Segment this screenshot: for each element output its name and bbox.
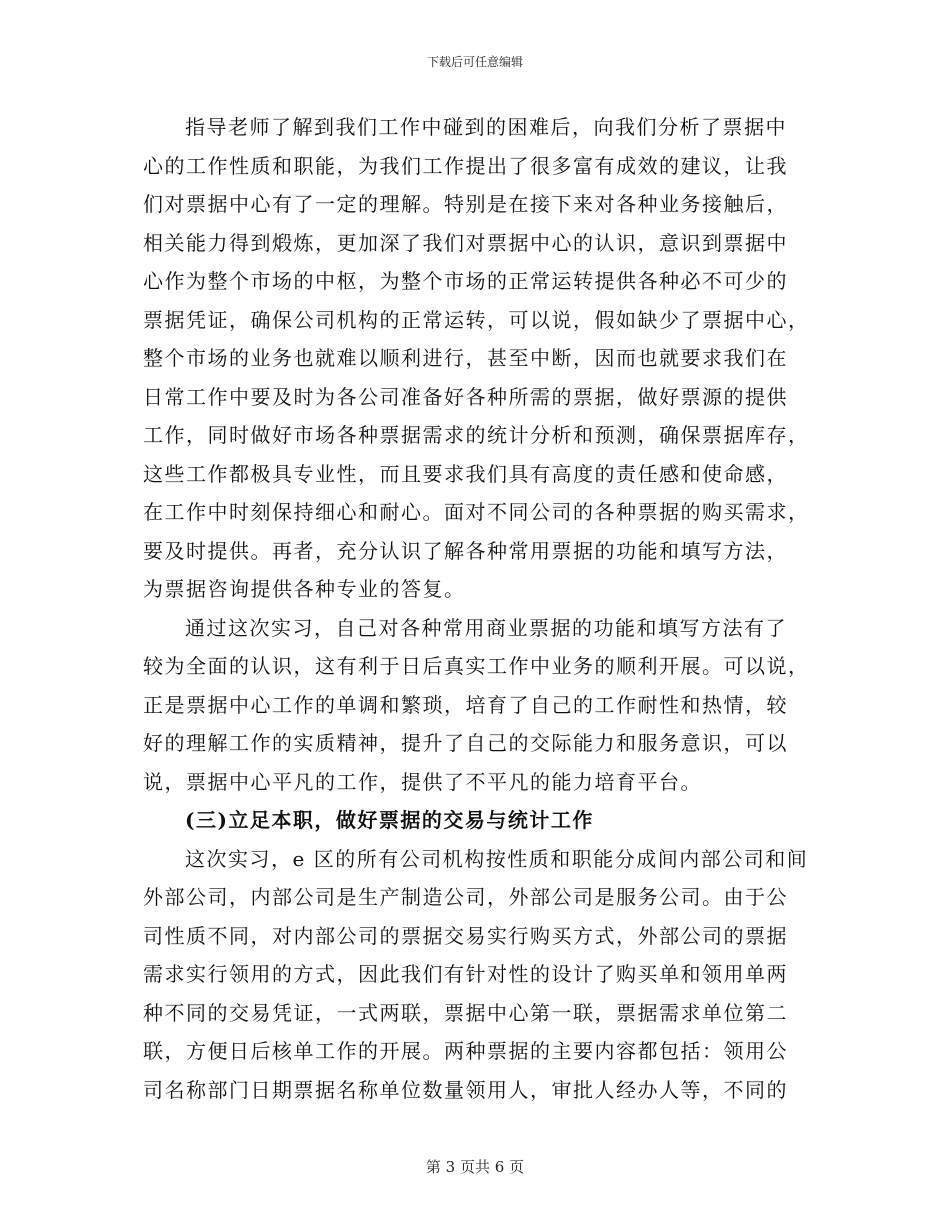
paragraph-line: 日常工作中要及时为各公司准备好各种所需的票据，做好票源的提供 (143, 384, 788, 409)
paragraph-line: 外部公司，内部公司是生产制造公司，外部公司是服务公司。由于公 (143, 885, 788, 909)
paragraph-line: 通过这次实习，自己对各种常用商业票据的功能和填写方法有了 (185, 615, 787, 640)
paragraph-line: 需求实行领用的方式，因此我们有针对性的设计了购买单和领用单两 (143, 962, 788, 986)
paragraph-line: 联，方便日后核单工作的开展。两种票据的主要内容都包括：领用公 (143, 1039, 788, 1063)
paragraph-line: 心的工作性质和职能，为我们工作提出了很多富有成效的建议，让我 (143, 153, 788, 178)
paragraph-line: 工作，同时做好市场各种票据需求的统计分析和预测，确保票据库存， (143, 423, 810, 447)
page-footer: 第 3 页共 6 页 (425, 1158, 525, 1176)
paragraph-line: 们对票据中心有了一定的理解。特别是在接下来对各种业务接触后， (143, 192, 788, 216)
paragraph-line: 种不同的交易凭证，一式两联，票据中心第一联，票据需求单位第二 (143, 1000, 788, 1025)
page-header: 下载后可任意编辑 (426, 55, 523, 69)
paragraph-line: 这些工作都极具专业性，而且要求我们具有高度的责任感和使命感， (143, 461, 788, 486)
paragraph-line: 心作为整个市场的中枢，为整个市场的正常运转提供各种必不可少的 (143, 269, 788, 293)
paragraph-line: 相关能力得到煅炼，更加深了我们对票据中心的认识，意识到票据中 (143, 230, 788, 255)
paragraph-line: 票据凭证，确保公司机构的正常运转，可以说，假如缺少了票据中心， (143, 307, 810, 332)
paragraph-line: 整个市场的业务也就难以顺利进行，甚至中断，因而也就要求我们在 (143, 346, 788, 370)
paragraph-line: 在工作中时刻保持细心和耐心。面对不同公司的各种票据的购买需求， (143, 500, 810, 524)
paragraph-line: 说，票据中心平凡的工作，提供了不平凡的能力培育平台。 (143, 769, 702, 794)
paragraph-line: 司性质不同，对内部公司的票据交易实行购买方式，外部公司的票据 (143, 923, 788, 948)
paragraph-line: 司名称部门日期票据名称单位数量领用人，审批人经办人等，不同的 (143, 1077, 788, 1102)
paragraph-line: 指导老师了解到我们工作中碰到的困难后，向我们分析了票据中 (185, 115, 787, 139)
paragraph-line: 较为全面的认识，这有利于日后真实工作中业务的顺利开展。可以说， (143, 654, 810, 678)
paragraph-line: 正是票据中心工作的单调和繁琐，培育了自己的工作耐性和热情，较 (143, 692, 788, 717)
paragraph-line: 好的理解工作的实质精神，提升了自己的交际能力和服务意识，可以 (143, 731, 788, 755)
document-body (143, 108, 813, 1109)
section-heading: (三)立足本职，做好票据的交易与统计工作 (185, 808, 594, 832)
paragraph-line: 要及时提供。再者，充分认识了解各种常用票据的功能和填写方法， (143, 538, 788, 563)
paragraph-line: 为票据咨询提供各种专业的答复。 (143, 577, 466, 601)
paragraph-line: 这次实习，e 区的所有公司机构按性质和职能分成间内部公司和间 (185, 846, 809, 871)
